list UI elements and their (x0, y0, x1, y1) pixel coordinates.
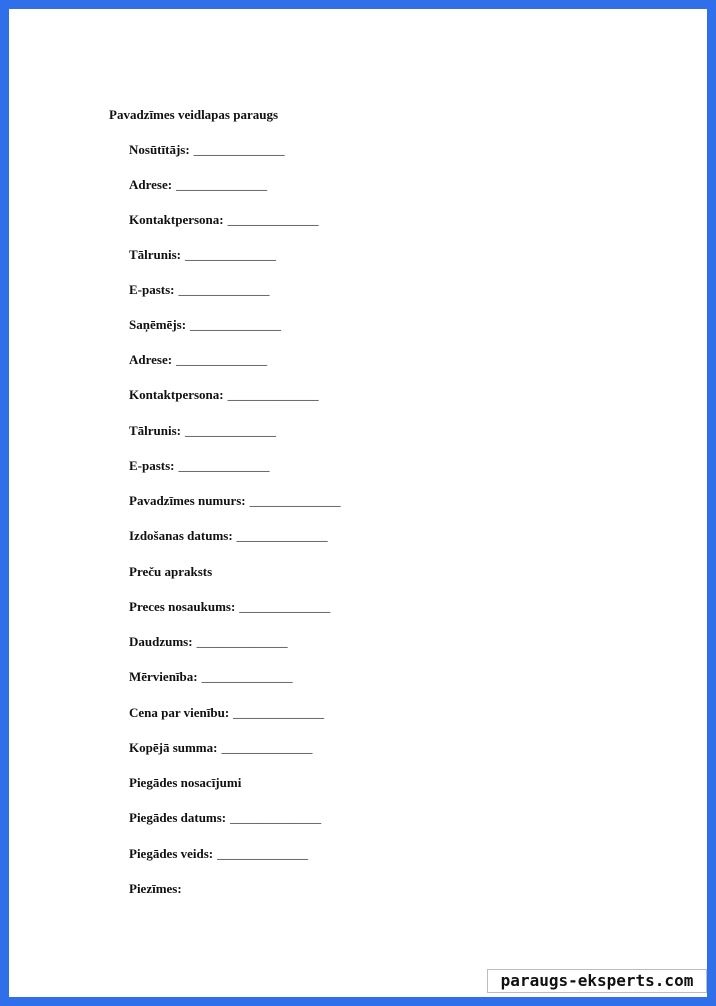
field-delivery-date (129, 810, 321, 826)
field-recipient-contact-person (129, 387, 319, 403)
field-blank-line: ______________ (196, 634, 288, 649)
field-recipient-phone (129, 423, 276, 439)
field-label: Pavadzīmes numurs: (129, 493, 246, 508)
document-page (9, 9, 707, 997)
field-label: Nosūtītājs: (129, 142, 190, 157)
field-label: Adrese: (129, 352, 173, 367)
field-issue-date (129, 528, 328, 544)
section-delivery-terms (129, 775, 241, 791)
field-label: Kontaktpersona: (129, 387, 224, 402)
section-heading: Preču apraksts (129, 564, 213, 579)
field-label: Tālrunis: (129, 423, 182, 438)
field-label: Cena par vienību: (129, 705, 230, 720)
field-recipient-email (129, 458, 270, 474)
field-recipient (129, 317, 281, 333)
section-heading: Piegādes nosacījumi (129, 775, 242, 790)
watermark-label: paraugs-eksperts.com (487, 969, 707, 993)
field-label: Adrese: (129, 177, 173, 192)
field-blank-line: ______________ (178, 282, 270, 297)
field-blank-line: ______________ (178, 458, 270, 473)
field-blank-line: ______________ (185, 423, 277, 438)
field-label: Piegādes veids: (129, 846, 214, 861)
field-sender-contact-person (129, 212, 319, 228)
field-blank-line: ______________ (221, 740, 313, 755)
field-blank-line: ______________ (190, 317, 282, 332)
field-label: Daudzums: (129, 634, 193, 649)
field-label: Piezīmes: (129, 881, 182, 896)
field-recipient-address (129, 352, 267, 368)
field-product-name (129, 599, 330, 615)
field-label: Kontaktpersona: (129, 212, 224, 227)
field-quantity (129, 634, 288, 650)
field-total-amount (129, 740, 312, 756)
field-label: Saņēmējs: (129, 317, 187, 332)
field-blank-line: ______________ (227, 387, 319, 402)
field-label: Mērvienība: (129, 669, 198, 684)
document-title: Pavadzīmes veidlapas paraugs (109, 107, 279, 122)
field-label: Kopējā summa: (129, 740, 218, 755)
field-unit (129, 669, 293, 685)
field-sender-email (129, 282, 270, 298)
field-blank-line: ______________ (249, 493, 341, 508)
field-unit-price (129, 705, 324, 721)
field-blank-line: ______________ (185, 247, 277, 262)
field-blank-line: ______________ (201, 669, 293, 684)
field-blank-line: ______________ (176, 177, 268, 192)
field-notes (129, 881, 182, 897)
field-blank-line: ______________ (239, 599, 331, 614)
field-blank-line: ______________ (233, 705, 325, 720)
field-invoice-number (129, 493, 341, 509)
field-blank-line: ______________ (230, 810, 322, 825)
field-label: Tālrunis: (129, 247, 182, 262)
field-blank-line: ______________ (236, 528, 328, 543)
field-label: Izdošanas datums: (129, 528, 233, 543)
field-blank-line: ______________ (217, 846, 309, 861)
field-blank-line: ______________ (227, 212, 319, 227)
field-label: E-pasts: (129, 282, 175, 297)
field-blank-line: ______________ (176, 352, 268, 367)
field-delivery-method (129, 846, 308, 862)
field-label: E-pasts: (129, 458, 175, 473)
field-sender (129, 142, 285, 158)
field-label: Piegādes datums: (129, 810, 227, 825)
field-sender-phone (129, 247, 276, 263)
field-sender-address (129, 177, 267, 193)
section-goods-description (129, 564, 212, 580)
field-blank-line: ______________ (193, 142, 285, 157)
field-label: Preces nosaukums: (129, 599, 236, 614)
